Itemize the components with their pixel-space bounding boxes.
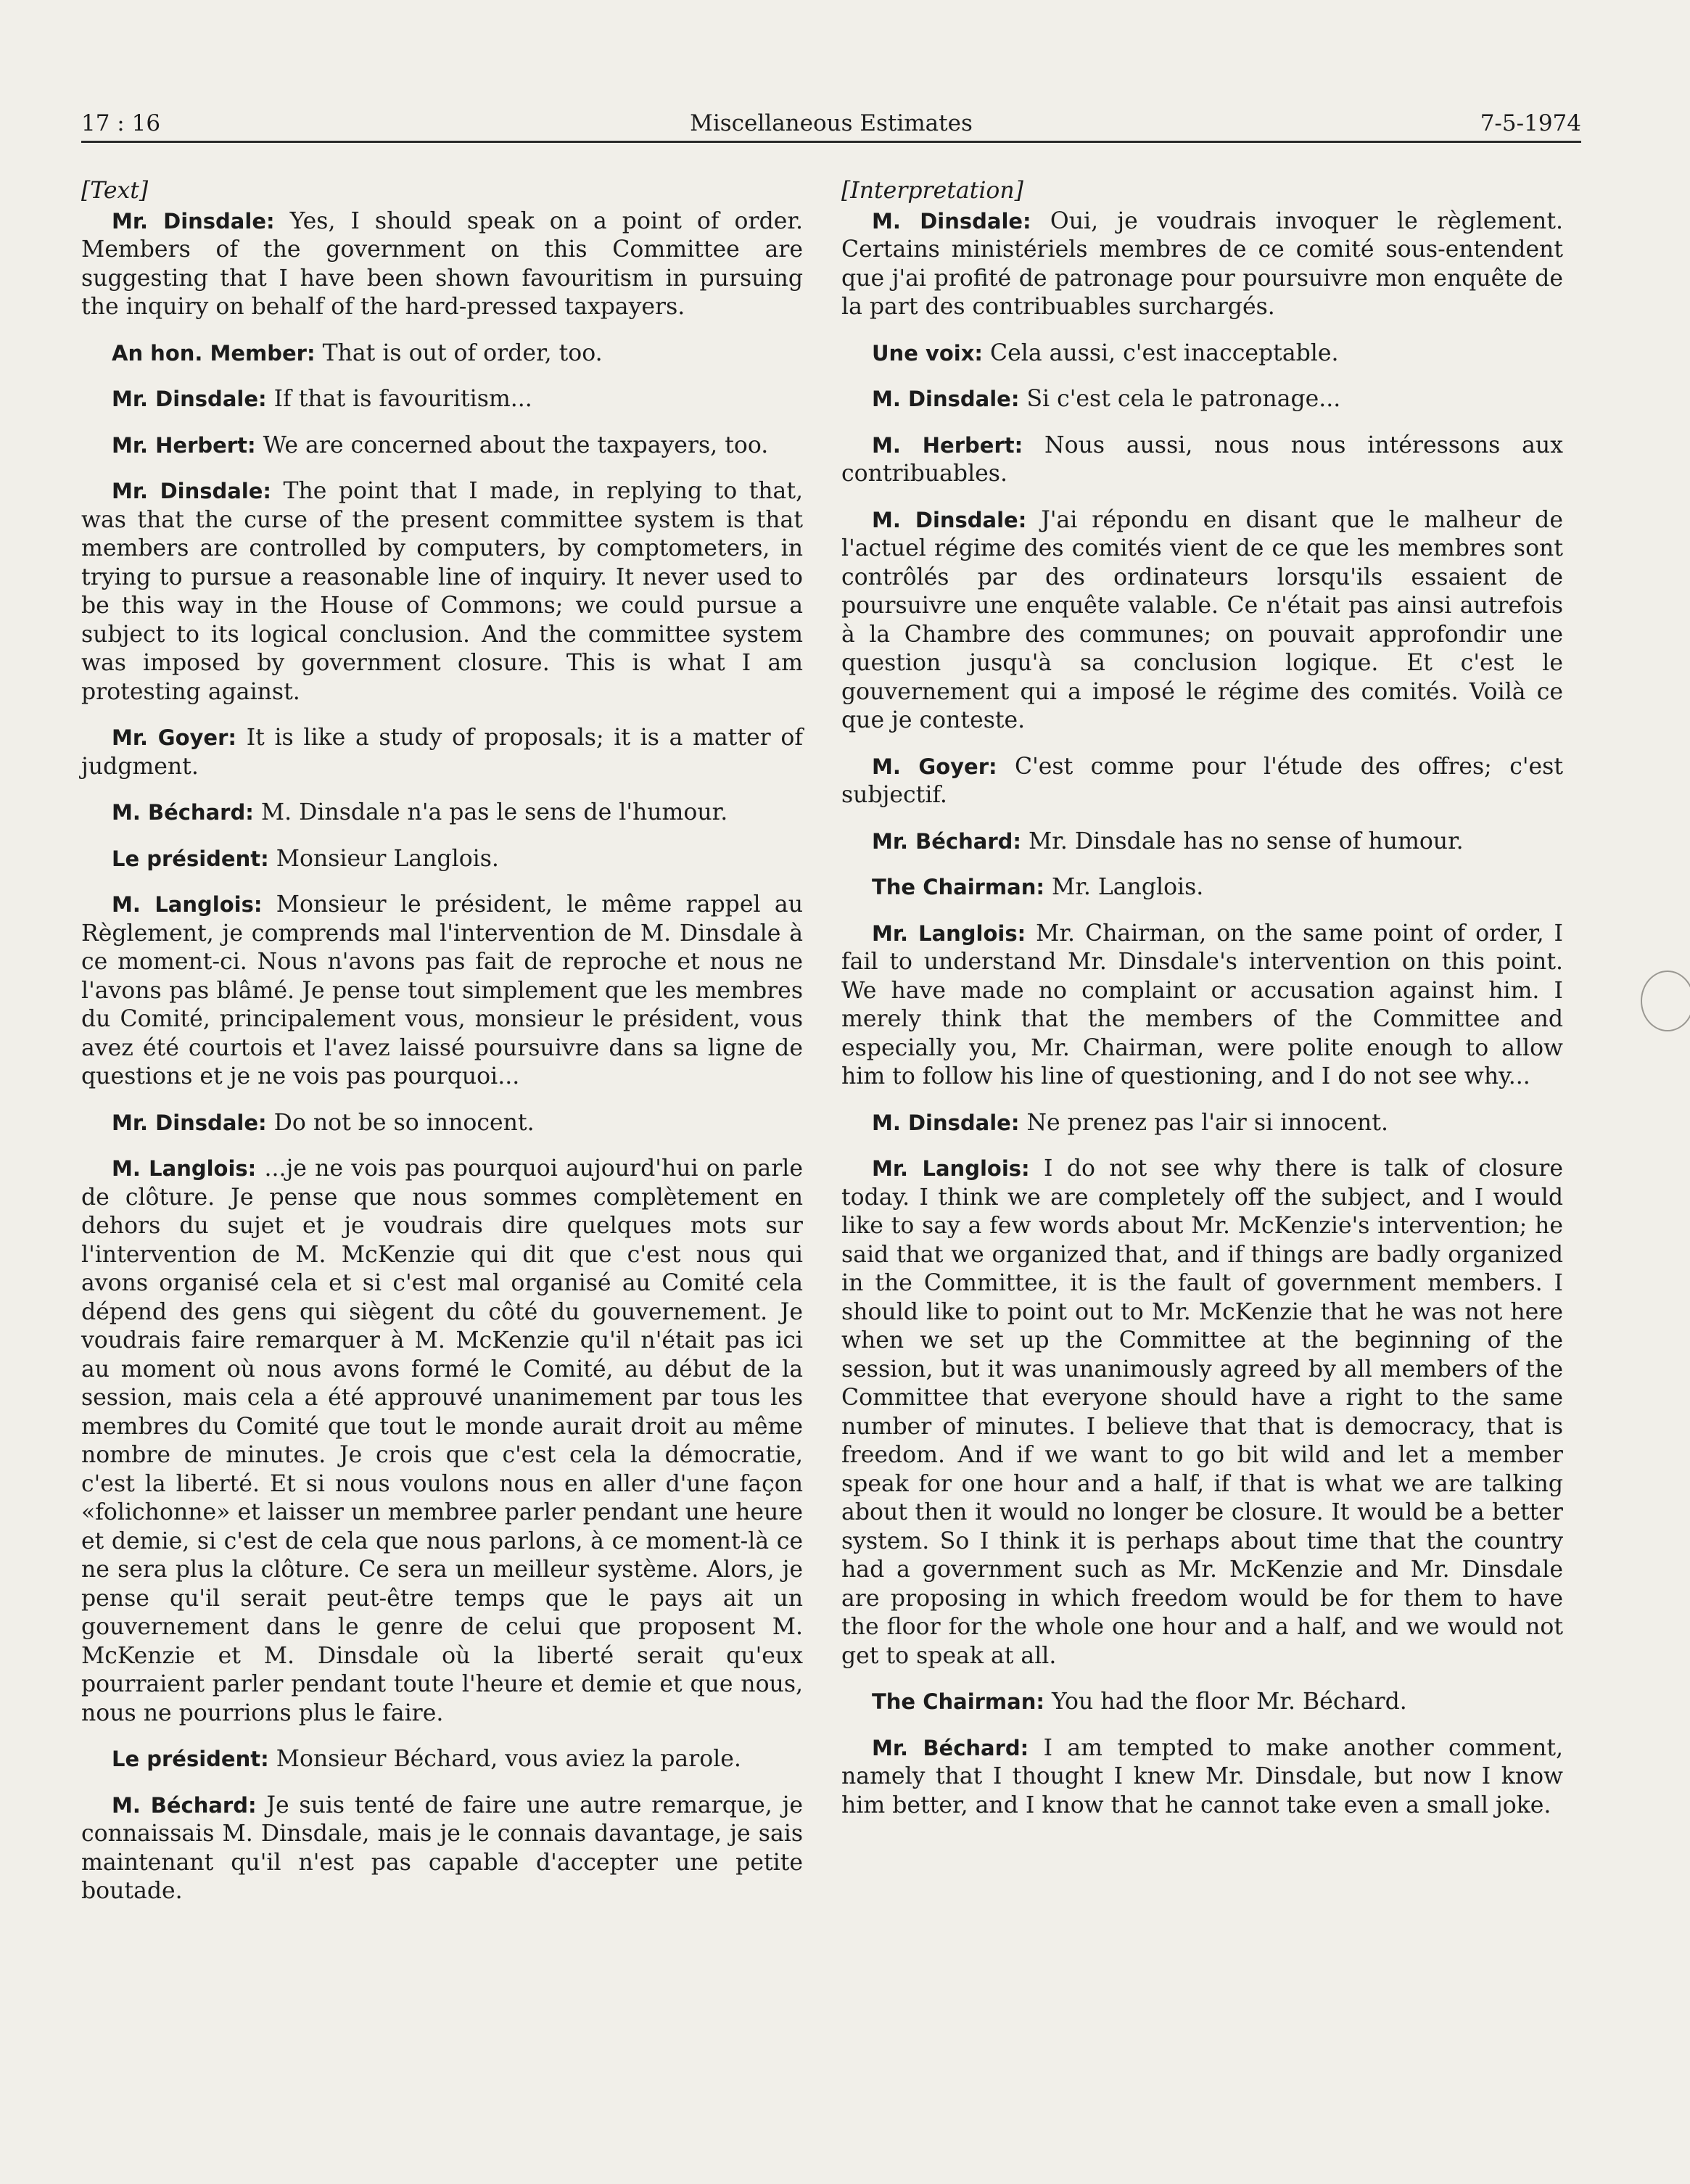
speaker-name: The Chairman: [872, 1689, 1044, 1714]
speech-text: Je suis tenté de faire une autre remarque, je connaissais M. Dinsdale, mais je le connais davantage, je sais maintenant qu'il n'est pas capable d'accepter une petite boutade. [81, 1792, 803, 1904]
speech-text: Ne prenez pas l'air si innocent. [1019, 1109, 1388, 1136]
speech-text: Mr. Langlois. [1044, 874, 1204, 900]
right-column [841, 177, 1563, 1837]
paragraph [841, 207, 1563, 322]
speaker-name: Mr. Herbert: [112, 432, 256, 458]
speaker-name: M. Dinsdale: [872, 507, 1027, 532]
speech-text: Nous aussi, nous nous intéressons aux contribuables. [841, 432, 1563, 487]
column-label: [Text] [81, 178, 149, 204]
paragraph [81, 477, 803, 706]
left-column [81, 177, 803, 1924]
paragraph [841, 1734, 1563, 1821]
column-label: [Interpretation] [841, 178, 1023, 204]
paragraph [81, 385, 803, 414]
speech-text: Monsieur Langlois. [268, 845, 499, 872]
paragraph [81, 845, 803, 874]
speaker-name: Mr. Dinsdale: [112, 387, 267, 411]
paragraph [81, 799, 803, 828]
speaker-name: M. Dinsdale: [872, 1110, 1020, 1135]
paragraph [81, 1109, 803, 1138]
paragraph [81, 724, 803, 781]
speech-text: Oui, je voudrais invoquer le règlement. Certains ministériels membres de ce comité sous-entendent que j'ai profité de patronage pour poursuivre mon enquête de la part des contribuables surchargés. [841, 207, 1563, 320]
speaker-name: An hon. Member: [112, 340, 316, 366]
speaker-name: M. Béchard: [112, 1792, 257, 1818]
speaker-name: M. Langlois: [112, 892, 263, 917]
speech-text: The point that I made, in replying to that, was that the curse of the present committee system is that members are controlled by computers, by comptometers, in trying to pursue a reasonable line of inquiry. It never used to be this way in the House of Commons; we could pursue a subject to its logical conclusion. And the committee system was imposed by government closure. This is what I am protesting against. [81, 478, 803, 705]
speech-text: That is out of order, too. [315, 339, 603, 366]
speaker-name: Mr. Dinsdale: [112, 208, 275, 234]
page-number: 17 : 16 [81, 110, 161, 136]
paragraph [81, 1745, 803, 1774]
speech-text: Do not be so innocent. [266, 1109, 535, 1136]
speaker-name: The Chairman: [872, 875, 1044, 899]
speaker-name: Mr. Béchard: [872, 1735, 1029, 1760]
paragraph [81, 891, 803, 1092]
speaker-name: M. Béchard: [112, 800, 254, 825]
paragraph [841, 920, 1563, 1092]
speech-text: M. Dinsdale n'a pas le sens de l'humour. [253, 799, 728, 825]
speaker-name: M. Goyer: [872, 754, 997, 779]
paragraph [81, 432, 803, 461]
speaker-name: Le président: [112, 846, 269, 871]
speech-text: I am tempted to make another comment, namely that I thought I knew Mr. Dinsdale, but now I know him better, and I know that he cannot take even a small joke. [841, 1734, 1563, 1818]
paragraph [841, 828, 1563, 857]
paragraph [81, 339, 803, 368]
speech-text: Monsieur Béchard, vous aviez la parole. [268, 1746, 741, 1772]
page-header [81, 106, 1581, 143]
paragraph [81, 207, 803, 322]
speech-text: It is like a study of proposals; it is a matter of judgment. [81, 725, 803, 780]
speech-text: ...je ne vois pas pourquoi aujourd'hui on parle de clôture. Je pense que nous sommes complètement en dehors du sujet et je voudrais dire quelques mots sur l'intervention de M. McKenzie qui dit que c'est nous qui avons organisé cela et si c'est mal organisé au Comité cela dépend des gens qui siègent du côté du gouvernement. Je voudrais faire remarquer à M. McKenzie qu'il n'était pas ici au moment où nous avons formé le Comité, au début de la session, mais cela a été approuvé unanimement par tous les membres du Comité que tout le monde aurait droit au même nombre de minutes. Je crois que c'est cela la démocratie, c'est la liberté. Et si nous voulons nous en aller d'une façon «folichonne» et laisser un membree parler pendant une heure et demie, si c'est de cela que nous parlons, à ce moment-là ce ne sera plus la clôture. Ce sera un meilleur système. Alors, je pense qu'il serait peut-être temps que le pays ait un gouvernement dans le genre de celui que proposent M. McKenzie et M. Dinsdale où la liberté serait qu'eux pourraient parler pendant toute l'heure et demie et que nous, nous ne pourrions plus le faire. [81, 1155, 803, 1726]
paragraph [841, 432, 1563, 489]
speaker-name: Mr. Béchard: [872, 828, 1021, 854]
paragraph [841, 1109, 1563, 1138]
paragraph [81, 1155, 803, 1728]
speech-text: Mr. Dinsdale has no sense of humour. [1021, 828, 1464, 854]
paragraph [841, 873, 1563, 902]
speech-text: Mr. Chairman, on the same point of order, I fail to understand Mr. Dinsdale's intervention on this point. We have made no complaint or accusation against him. I merely think that the members of the Committee and especially you, Mr. Chairman, were polite enough to allow him to follow his line of questioning, and I do not see why... [841, 920, 1563, 1089]
paragraph [81, 1792, 803, 1906]
speaker-name: Le président: [112, 1747, 269, 1771]
speech-text: We are concerned about the taxpayers, too. [255, 432, 769, 458]
speaker-name: Mr. Goyer: [112, 725, 237, 750]
page-date: 7-5-1974 [1480, 110, 1581, 136]
speaker-name: M. Langlois: [112, 1156, 257, 1181]
speaker-name: M. Dinsdale: [872, 208, 1031, 234]
page-title: Miscellaneous Estimates [690, 110, 973, 136]
paragraph [841, 385, 1563, 414]
paragraph [841, 1155, 1563, 1670]
paragraph [841, 1688, 1563, 1717]
speech-text: Si c'est cela le patronage... [1019, 386, 1341, 412]
speech-text: Yes, I should speak on a point of order. Members of the government on this Committee are suggesting that I have been shown favouritism in pursuing the inquiry on behalf of the hard-pressed taxpayers. [81, 207, 803, 320]
paragraph [841, 339, 1563, 368]
speaker-name: M. Herbert: [872, 432, 1023, 458]
speech-text: Cela aussi, c'est inacceptable. [983, 339, 1339, 366]
speaker-name: Mr. Langlois: [872, 920, 1026, 946]
speaker-name: Une voix: [872, 340, 984, 366]
speech-text: You had the floor Mr. Béchard. [1044, 1689, 1407, 1715]
binder-hole [1641, 971, 1690, 1031]
speech-text: If that is favouritism... [266, 386, 532, 412]
speaker-name: Mr. Langlois: [872, 1156, 1030, 1181]
paragraph [841, 506, 1563, 735]
speech-text: J'ai répondu en disant que le malheur de l'actuel régime des comités vient de ce que les membres sont contrôlés par des ordinateurs lorsqu'ils essaient de poursuivre une enquête valable. Ce n'était pas ainsi autrefois à la Chambre des communes; on pouvait approfondir une question jusqu'à sa conclusion logique. Et c'est le gouvernement qui a imposé le régime des comités. Voilà ce que je conteste. [841, 506, 1563, 733]
speaker-name: Mr. Dinsdale: [112, 479, 272, 503]
speaker-name: M. Dinsdale: [872, 387, 1020, 411]
speech-text: Monsieur le président, le même rappel au Règlement, je comprends mal l'intervention de M. Dinsdale à ce moment-ci. Nous n'avons pas fait de reproche et nous ne l'avons pas blâmé. Je pense tout simplement que les membres du Comité, principalement vous, monsieur le président, vous avez été courtois et l'avez laissé poursuivre dans sa ligne de questions et je ne vois pas pourquoi... [81, 891, 803, 1089]
speaker-name: Mr. Dinsdale: [112, 1110, 267, 1135]
paragraph [841, 753, 1563, 810]
speech-text: C'est comme pour l'étude des offres; c'est subjectif. [841, 753, 1563, 808]
speech-text: I do not see why there is talk of closure today. I think we are completely off the subject, and I would like to say a few words about Mr. McKenzie's intervention; he said that we organized that, and if things are badly organized in the Committee, it is the fault of government members. I should like to point out to Mr. McKenzie that he was not here when we set up the Committee at the beginning of the session, but it was unanimously agreed by all members of the Committee that everyone should have a right to the same number of minutes. I believe that that is democracy, that is freedom. And if we want to go bit wild and let a member speak for one hour and a half, if that is what we are talking about then it would no longer be closure. It would be a better system. So I think it is perhaps about time that the country had a government such as Mr. McKenzie and Mr. Dinsdale are proposing in which freedom would be for them to have the floor for the whole one hour and a half, and we would not get to speak at all. [841, 1155, 1563, 1669]
